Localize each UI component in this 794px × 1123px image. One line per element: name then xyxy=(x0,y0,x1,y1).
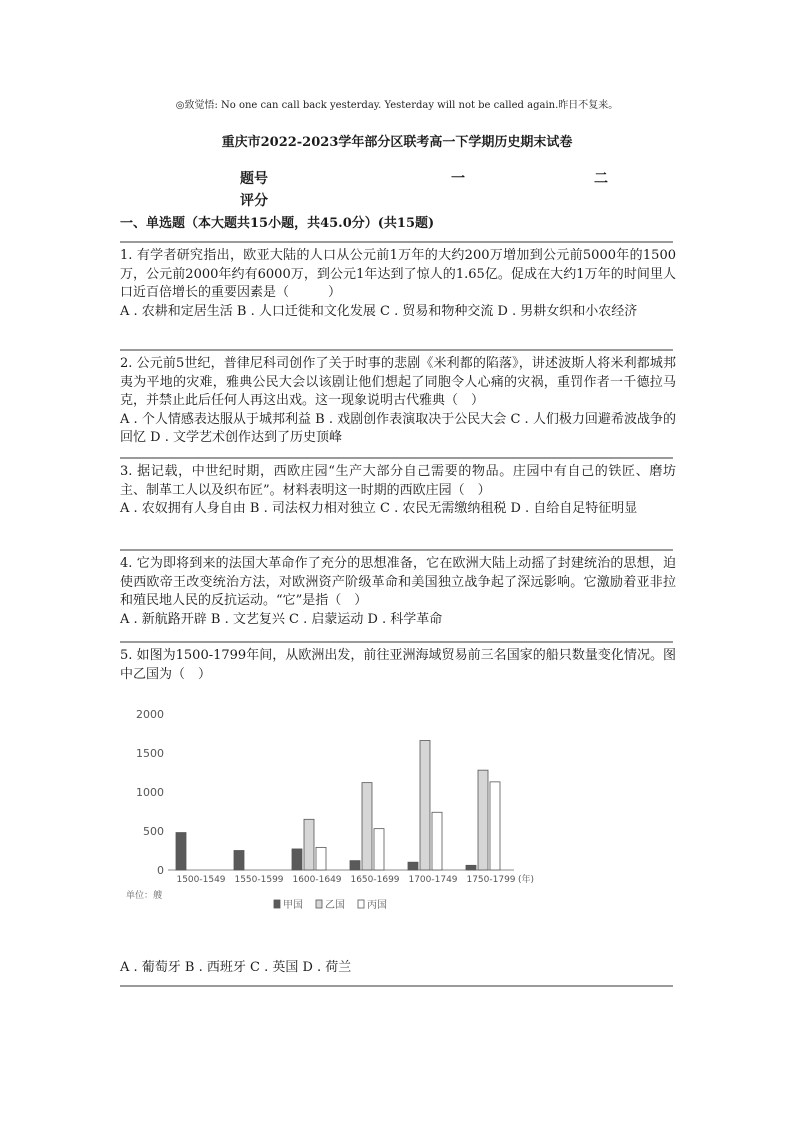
legend-swatch-甲国 xyxy=(274,900,280,908)
motto-line: ◎致觉悟: No one can call back yesterday. Yesterday will not be called again.昨日不复来。 xyxy=(175,100,619,111)
y-tick-label: 2000 xyxy=(136,708,164,721)
bar-丙国-1650-1699 xyxy=(374,829,384,870)
x-unit-label: (年) xyxy=(518,875,535,885)
question-options: A . 新航路开辟 B . 文艺复兴 C . 启蒙运动 D . 科学革命 xyxy=(120,611,443,627)
legend-swatch-丙国 xyxy=(358,900,364,908)
legend-label-甲国: 甲国 xyxy=(283,900,303,911)
question-options: A . 农奴拥有人身自由 B . 司法权力相对独立 C . 农民无需缴纳租税 D . 自给自足特征明显 xyxy=(120,501,638,516)
exam-title: 重庆市2022-2023学年部分区联考高一下学期历史期末试卷 xyxy=(221,135,573,150)
question-1 xyxy=(120,247,676,321)
bar-丙国-1750-1799 xyxy=(490,782,500,870)
y-tick-label: 0 xyxy=(157,864,164,877)
legend-label-乙国: 乙国 xyxy=(325,900,345,911)
x-tick-label: 1650-1699 xyxy=(350,875,400,885)
divider xyxy=(120,457,673,459)
question-stem: 5. 如图为1500-1799年间，从欧洲出发，前往亚洲海域贸易前三名国家的船只数量变化情况。图中乙国为（ ） xyxy=(120,648,676,682)
x-tick-label: 1600-1649 xyxy=(292,875,342,885)
score-table-label-number: 题号 xyxy=(240,171,268,187)
legend-label-丙国: 丙国 xyxy=(367,900,387,911)
question-stem: 2. 公元前5世纪，普律尼科司创作了关于时事的悲剧《米利都的陷落》，讲述波斯人将米利都城邦夷为平地的灾难，雅典公民大会以该剧让他们想起了同胞令人心痛的灾祸，重罚作者一千德拉马克，并禁止此后任何人再这出戏。这一现象说明古代雅典（ ） xyxy=(120,356,676,408)
divider xyxy=(120,549,673,551)
score-table-label-score: 评分 xyxy=(240,193,268,209)
question-5-options: A . 葡萄牙 B . 西班牙 C . 英国 D . 荷兰 xyxy=(120,960,352,975)
bar-甲国-1500-1549 xyxy=(176,833,186,870)
question-stem: 3. 据记载，中世纪时期，西欧庄园“生产大部分自己需要的物品。庄园中有自己的铁匠、磨坊主、制革工人以及织布匠”。材料表明这一时期的西欧庄园（ ） xyxy=(120,464,676,498)
y-tick-label: 500 xyxy=(143,825,164,838)
x-tick-label: 1500-1549 xyxy=(176,875,226,885)
bar-乙国-1600-1649 xyxy=(304,819,314,870)
bar-甲国-1650-1699 xyxy=(350,861,360,870)
question-options: A . 农耕和定居生活 B . 人口迁徙和文化发展 C . 贸易和物种交流 D . 男耕女织和小农经济 xyxy=(120,303,638,319)
divider xyxy=(120,241,673,243)
x-tick-label: 1550-1599 xyxy=(234,875,284,885)
divider xyxy=(120,985,673,987)
question-4 xyxy=(120,555,676,629)
bar-甲国-1750-1799 xyxy=(466,865,476,870)
y-unit-label: 单位：艘 xyxy=(126,891,163,901)
question-stem: 4. 它为即将到来的法国大革命作了充分的思想准备，它在欧洲大陆上动摇了封建统治的思想，迫使西欧帝王改变统治方法，对欧洲资产阶级革命和美国独立战争起了深远影响。它激励着亚非拉和殖民地人民的反抗运动。“它”是指（ ） xyxy=(120,556,676,608)
bar-乙国-1750-1799 xyxy=(478,770,488,870)
bar-乙国-1700-1749 xyxy=(420,741,430,870)
question-2 xyxy=(120,355,676,448)
bar-甲国-1700-1749 xyxy=(408,862,418,870)
section-heading: 一、单选题（本大题共15小题，共45.0分）(共15题) xyxy=(120,216,435,231)
ship-count-chart xyxy=(120,700,560,920)
bar-丙国-1700-1749 xyxy=(432,812,442,870)
divider xyxy=(120,641,673,643)
divider xyxy=(120,349,673,351)
y-tick-label: 1500 xyxy=(136,747,164,760)
bar-甲国-1600-1649 xyxy=(292,849,302,870)
bar-乙国-1650-1699 xyxy=(362,783,372,870)
x-tick-label: 1750-1799 xyxy=(466,875,516,885)
bar-甲国-1550-1599 xyxy=(234,851,244,871)
question-3 xyxy=(120,463,676,519)
question-options: A . 个人情感表达服从于城邦利益 B . 戏剧创作表演取决于公民大会 C . 人们极力回避希波战争的回忆 D . 文学艺术创作达到了历史顶峰 xyxy=(120,411,676,445)
score-table-col-1: 一 xyxy=(451,171,465,187)
bar-丙国-1600-1649 xyxy=(316,847,326,870)
score-table-col-2: 二 xyxy=(594,171,608,187)
question-5 xyxy=(120,647,676,684)
legend-swatch-乙国 xyxy=(316,900,322,908)
y-tick-label: 1000 xyxy=(136,786,164,799)
x-tick-label: 1700-1749 xyxy=(408,875,458,885)
question-stem: 1. 有学者研究指出，欧亚大陆的人口从公元前1万年的大约200万增加到公元前5000年的1500万，公元前2000年约有6000万，到公元1年达到了惊人的1.65亿。促成在大约1万年的时间里人口近百倍增长的重要因素是（ ） xyxy=(120,248,676,300)
